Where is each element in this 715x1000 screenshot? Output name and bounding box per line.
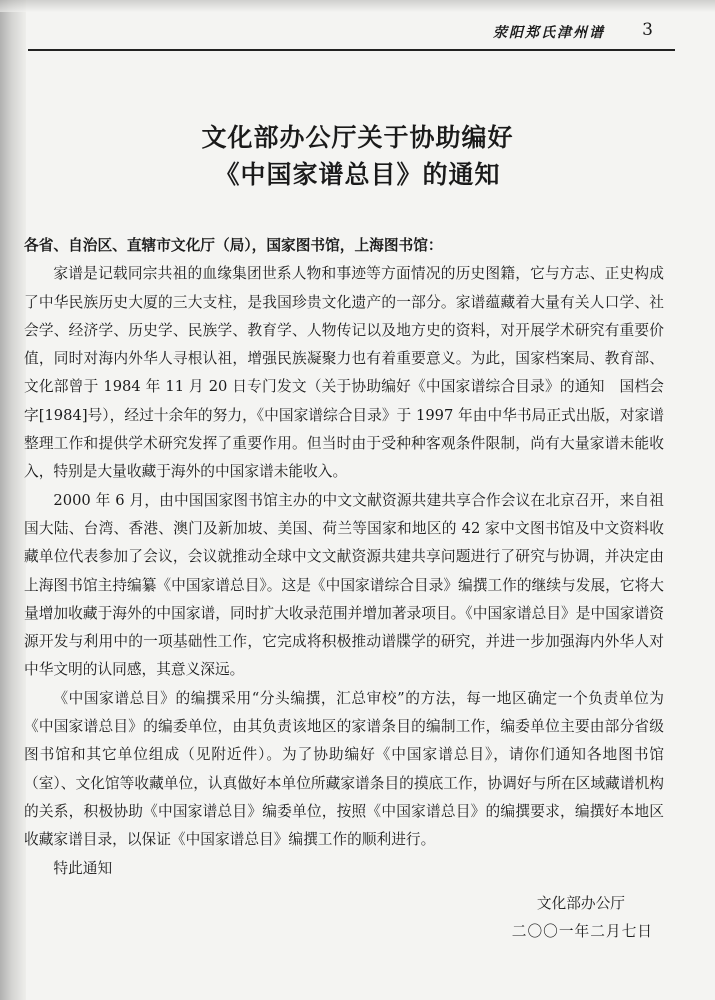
document-title-line-1: 文化部办公厅关于协助编好 [201,123,514,152]
paragraph-2: 2000 年 6 月，由中国国家图书馆主办的中文文献资源共建共享合作会议在北京召开，来自祖国大陆、台湾、香港、澳门及新加坡、美国、荷兰等国家和地区的 42 家中文图书馆及中文资料收藏单位代表参加了会议，会议就推动全球中文文献资源共建共享问题进行了研究与协调，并决定由上海图书馆主持编纂《中国家谱总目》。这是《中国家谱综合目录》编撰工作的继续与发展，它将大量增加收藏于海外的中国家谱，同时扩大收录范围并增加著录项目。《中国家谱总目》是中国家谱资源开发与利用中的一项基础性工作，它完成将积极推动谱牒学的研究，并进一步加强海内外华人对中华文明的认同感，其意义深远。 [24,491,664,679]
page-number: 3 [642,20,653,40]
issue-date: 二〇〇一年二月七日 [511,923,653,940]
paragraph-1: 家谱是记载同宗共祖的血缘集团世系人物和事迹等方面情况的历史图籍，它与方志、正史构成了中华民族历史大厦的三大支柱，是我国珍贵文化遗产的一部分。家谱蕴藏着大量有关人口学、社会学、经济学、历史学、民族学、教育学、人物传记以及地方史的资料，对开展学术研究有重要价值，同时对海内外华人寻根认祖，增强民族凝聚力也有着重要意义。为此，国家档案局、教育部、文化部曾于 1984 年 11 月 20 日专门发文（关于协助编好《中国家谱综合目录》的通知 国档会字[1984]号），经过十余年的努力，《中国家谱综合目录》于 1997 年由中华书局正式出版，对家谱整理工作和提供学术研究发挥了重要作用。但当时由于受种种客观条件限制，尚有大量家谱未能收入，特别是大量收藏于海外的中国家谱未能收入。 [24,265,664,481]
running-header-title: 荥阳郑氏津州谱 [493,25,605,41]
header-rule [28,49,675,51]
document-title-line-2: 《中国家谱总目》的通知 [214,160,501,189]
running-header [28,15,675,51]
scan-shadow-top [0,0,715,12]
closing-notice: 特此通知 [53,859,113,877]
paragraph-3: 《中国家谱总目》的编撰采用“分头编撰，汇总审校”的方法，每一地区确定一个负责单位为《中国家谱总目》的编委单位，由其负责该地区的家谱条目的编制工作，编委单位主要由部分省级图书馆和其它单位组成（见附近件）。为了协助编好《中国家谱总目》，请你们通知各地图书馆（室）、文化馆等收藏单位，认真做好本单位所藏家谱条目的摸底工作，协调好与所在区域藏谱机构的关系，积极协助《中国家谱总目》编委单位，按照《中国家谱总目》的编撰要求，编撰好本地区收藏家谱目录，以保证《中国家谱总目》编撰工作的顺利进行。 [24,689,664,849]
document-body [24,232,664,883]
issuer-signature: 文化部办公厅 [536,895,625,912]
salutation: 各省、自治区、直辖市文化厅（局），国家图书馆，上海图书馆： [24,237,443,254]
